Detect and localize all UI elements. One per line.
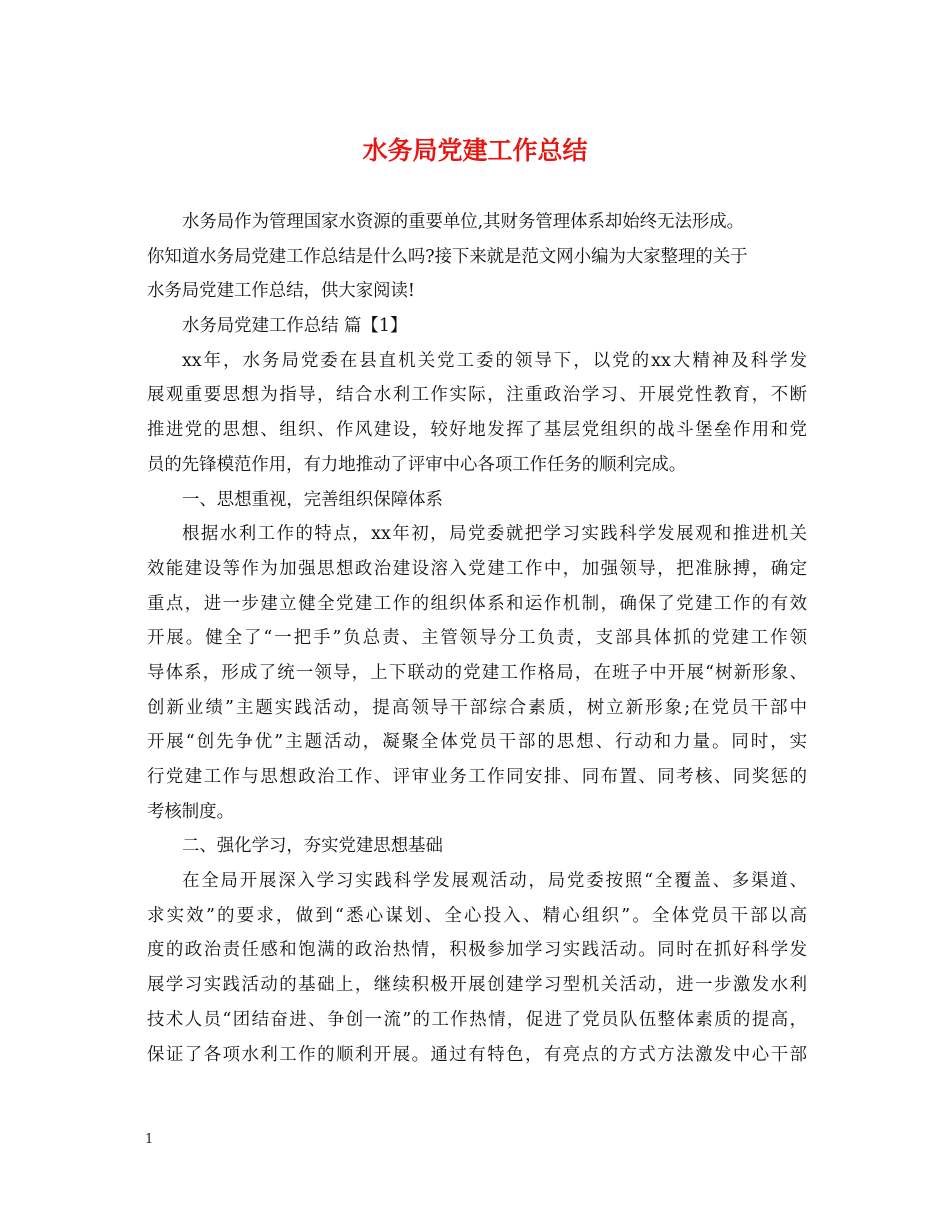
text-line: 开展“创先争优”主题活动，凝聚全体党员干部的思想、行动和力量。同时，实	[147, 732, 807, 753]
text-line: 重点，进一步建立健全党建工作的组织体系和运作机制，确保了党建工作的有效	[147, 593, 807, 614]
text-line: 推进党的思想、组织、作风建设，较好地发挥了基层党组织的战斗堡垒作用和党	[147, 420, 807, 441]
document-title: 水务局党建工作总结	[362, 136, 588, 165]
text-line: 创新业绩”主题实践活动，提高领导干部综合素质，树立新形象;在党员干部中	[147, 697, 807, 718]
text-line: 展观重要思想为指导，结合水利工作实际，注重政治学习、开展党性教育，不断	[147, 385, 807, 406]
page-number: 1	[145, 1132, 154, 1147]
text-line: 员的先锋模范作用，有力地推动了评审中心各项工作任务的顺利完成。	[147, 454, 687, 475]
text-line: 你知道水务局党建工作总结是什么吗?接下来就是范文网小编为大家整理的关于	[147, 246, 748, 267]
text-line: 开展。健全了“一把手”负总责、主管领导分工负责，支部具体抓的党建工作领	[147, 628, 807, 649]
text-line: 导体系，形成了统一领导，上下联动的党建工作格局，在班子中开展“树新形象、	[147, 662, 807, 683]
text-line: 水务局党建工作总结 篇【1】	[182, 316, 408, 337]
text-line: 根据水利工作的特点，xx年初，局党委就把学习实践科学发展观和推进机关	[182, 524, 807, 545]
text-line: 度的政治责任感和饱满的政治热情，积极参加学习实践活动。同时在抓好科学发	[147, 940, 807, 961]
text-line: 技术人员“团结奋进、争创一流”的工作热情，促进了党员队伍整体素质的提高，	[147, 1009, 807, 1030]
text-line: 考核制度。	[147, 801, 234, 822]
text-line: 水务局作为管理国家水资源的重要单位,其财务管理体系却始终无法形成。	[182, 212, 745, 232]
text-line: 效能建设等作为加强思想政治建设溶入党建工作中，加强领导，把准脉搏，确定	[147, 558, 807, 579]
text-line: 水务局党建工作总结，供大家阅读!	[147, 281, 415, 302]
text-line: 求实效”的要求，做到“悉心谋划、全心投入、精心组织”。全体党员干部以高	[147, 905, 807, 926]
text-line: 二、强化学习，夯实党建思想基础	[182, 836, 443, 857]
text-line: 一、思想重视，完善组织保障体系	[182, 489, 443, 510]
text-line: 在全局开展深入学习实践科学发展观活动，局党委按照“全覆盖、多渠道、	[182, 871, 807, 892]
document-body	[147, 205, 807, 1072]
text-line: xx年，水务局党委在县直机关党工委的领导下，以党的xx大精神及科学发	[182, 350, 807, 371]
text-line: 展学习实践活动的基础上，继续积极开展创建学习型机关活动，进一步激发水利	[147, 975, 807, 996]
text-line: 行党建工作与思想政治工作、评审业务工作同安排、同布置、同考核、同奖惩的	[147, 767, 807, 787]
text-line: 保证了各项水利工作的顺利开展。通过有特色，有亮点的方式方法激发中心干部	[147, 1044, 807, 1065]
